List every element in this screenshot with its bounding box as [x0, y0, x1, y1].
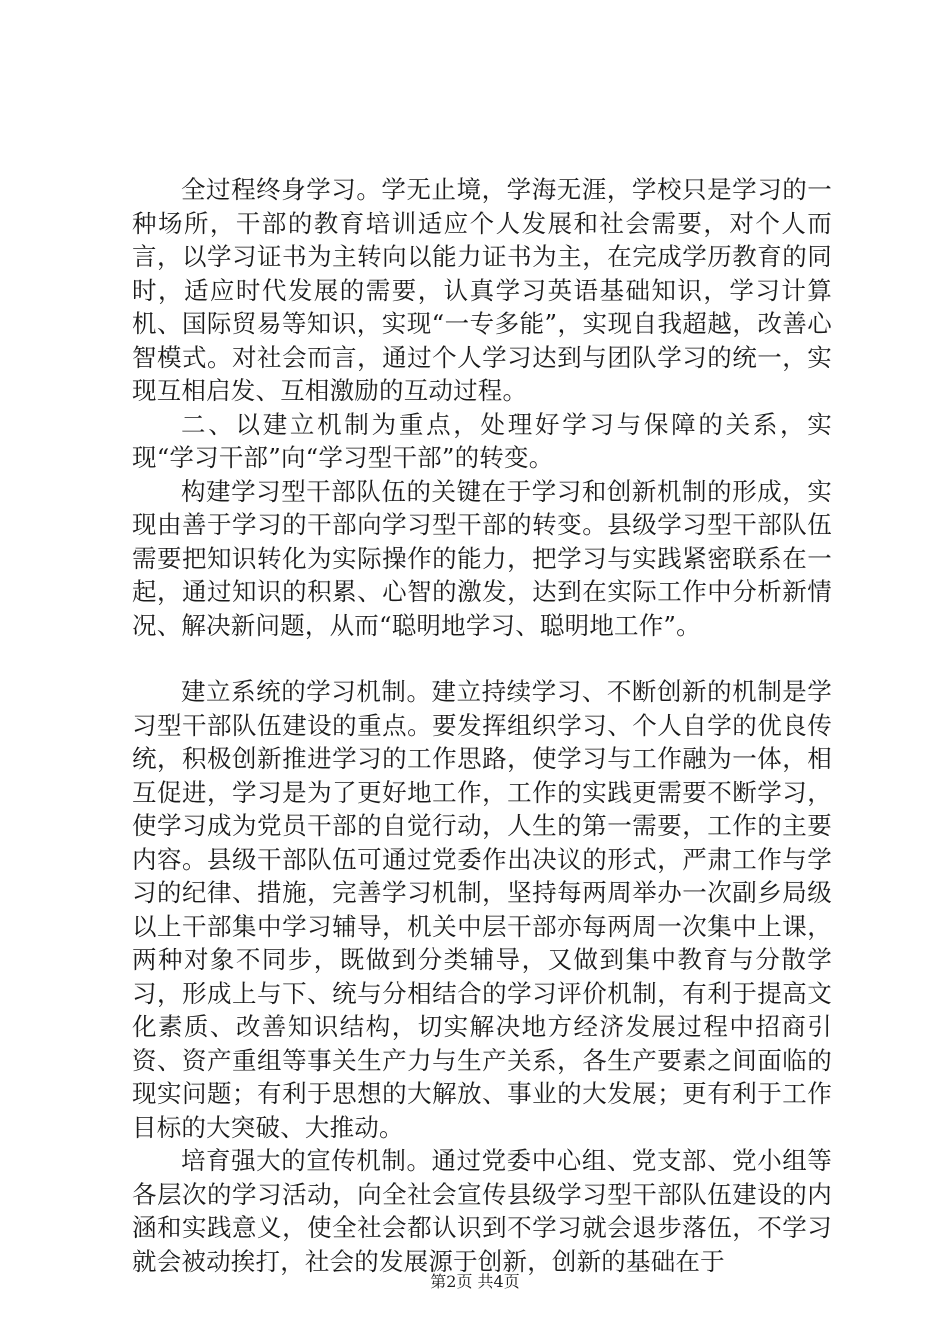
section-heading-mechanism: 二、以建立机制为重点，处理好学习与保障的关系，实现“学习干部”向“学习型干部”的转变。	[132, 409, 832, 472]
paragraph-publicity-mechanism: 培育强大的宣传机制。通过党委中心组、党支部、党小组等各层次的学习活动，向全社会宣传县级学习型干部队伍建设的内涵和实践意义，使全社会都认识到不学习就会退步落伍，不学习就会被动挨打，社会的发展源于创新，创新的基础在于	[132, 1146, 832, 1276]
paragraph-learning-mechanism: 建立系统的学习机制。建立持续学习、不断创新的机制是学习型干部队伍建设的重点。要发挥组织学习、个人自学的优良传统，积极创新推进学习的工作思路，使学习与工作融为一体，相互促进，学习是为了更好地工作，工作的实践更需要不断学习，使学习成为党员干部的自觉行动，人生的第一需要，工作的主要内容。县级干部队伍可通过党委作出决议的形式，严肃工作与学习的纪律、措施，完善学习机制，坚持每两周举办一次副乡局级以上干部集中学习辅导，机关中层干部亦每两周一次集中上课，两种对象不同步，既做到分类辅导，又做到集中教育与分散学习，形成上与下、统与分相结合的学习评价机制，有利于提高文化素质、改善知识结构，切实解决地方经济发展过程中招商引资、资产重组等事关生产力与生产关系，各生产要素之间面临的现实问题；有利于思想的大解放、事业的大发展；更有利于工作目标的大突破、大推动。	[132, 677, 832, 1142]
paragraph-innovation-mechanism: 构建学习型干部队伍的关键在于学习和创新机制的形成，实现由善于学习的干部向学习型干部的转变。县级学习型干部队伍需要把知识转化为实际操作的能力，把学习与实践紧密联系在一起，通过知识的积累、心智的激发，达到在实际工作中分析新情况、解决新问题，从而“聪明地学习、聪明地工作”。	[132, 476, 832, 640]
document-body	[132, 173, 832, 1278]
paragraph-lifelong-learning: 全过程终身学习。学无止境，学海无涯，学校只是学习的一种场所，干部的教育培训适应个人发展和社会需要，对个人而言，以学习证书为主转向以能力证书为主，在完成学历教育的同时，适应时代发展的需要，认真学习英语基础知识，学习计算机、国际贸易等知识，实现“一专多能”，实现自我超越，改善心智模式。对社会而言，通过个人学习达到与团队学习的统一，实现互相启发、互相激励的互动过程。	[132, 175, 832, 405]
page-footer: 第2页 共4页	[430, 1272, 520, 1291]
